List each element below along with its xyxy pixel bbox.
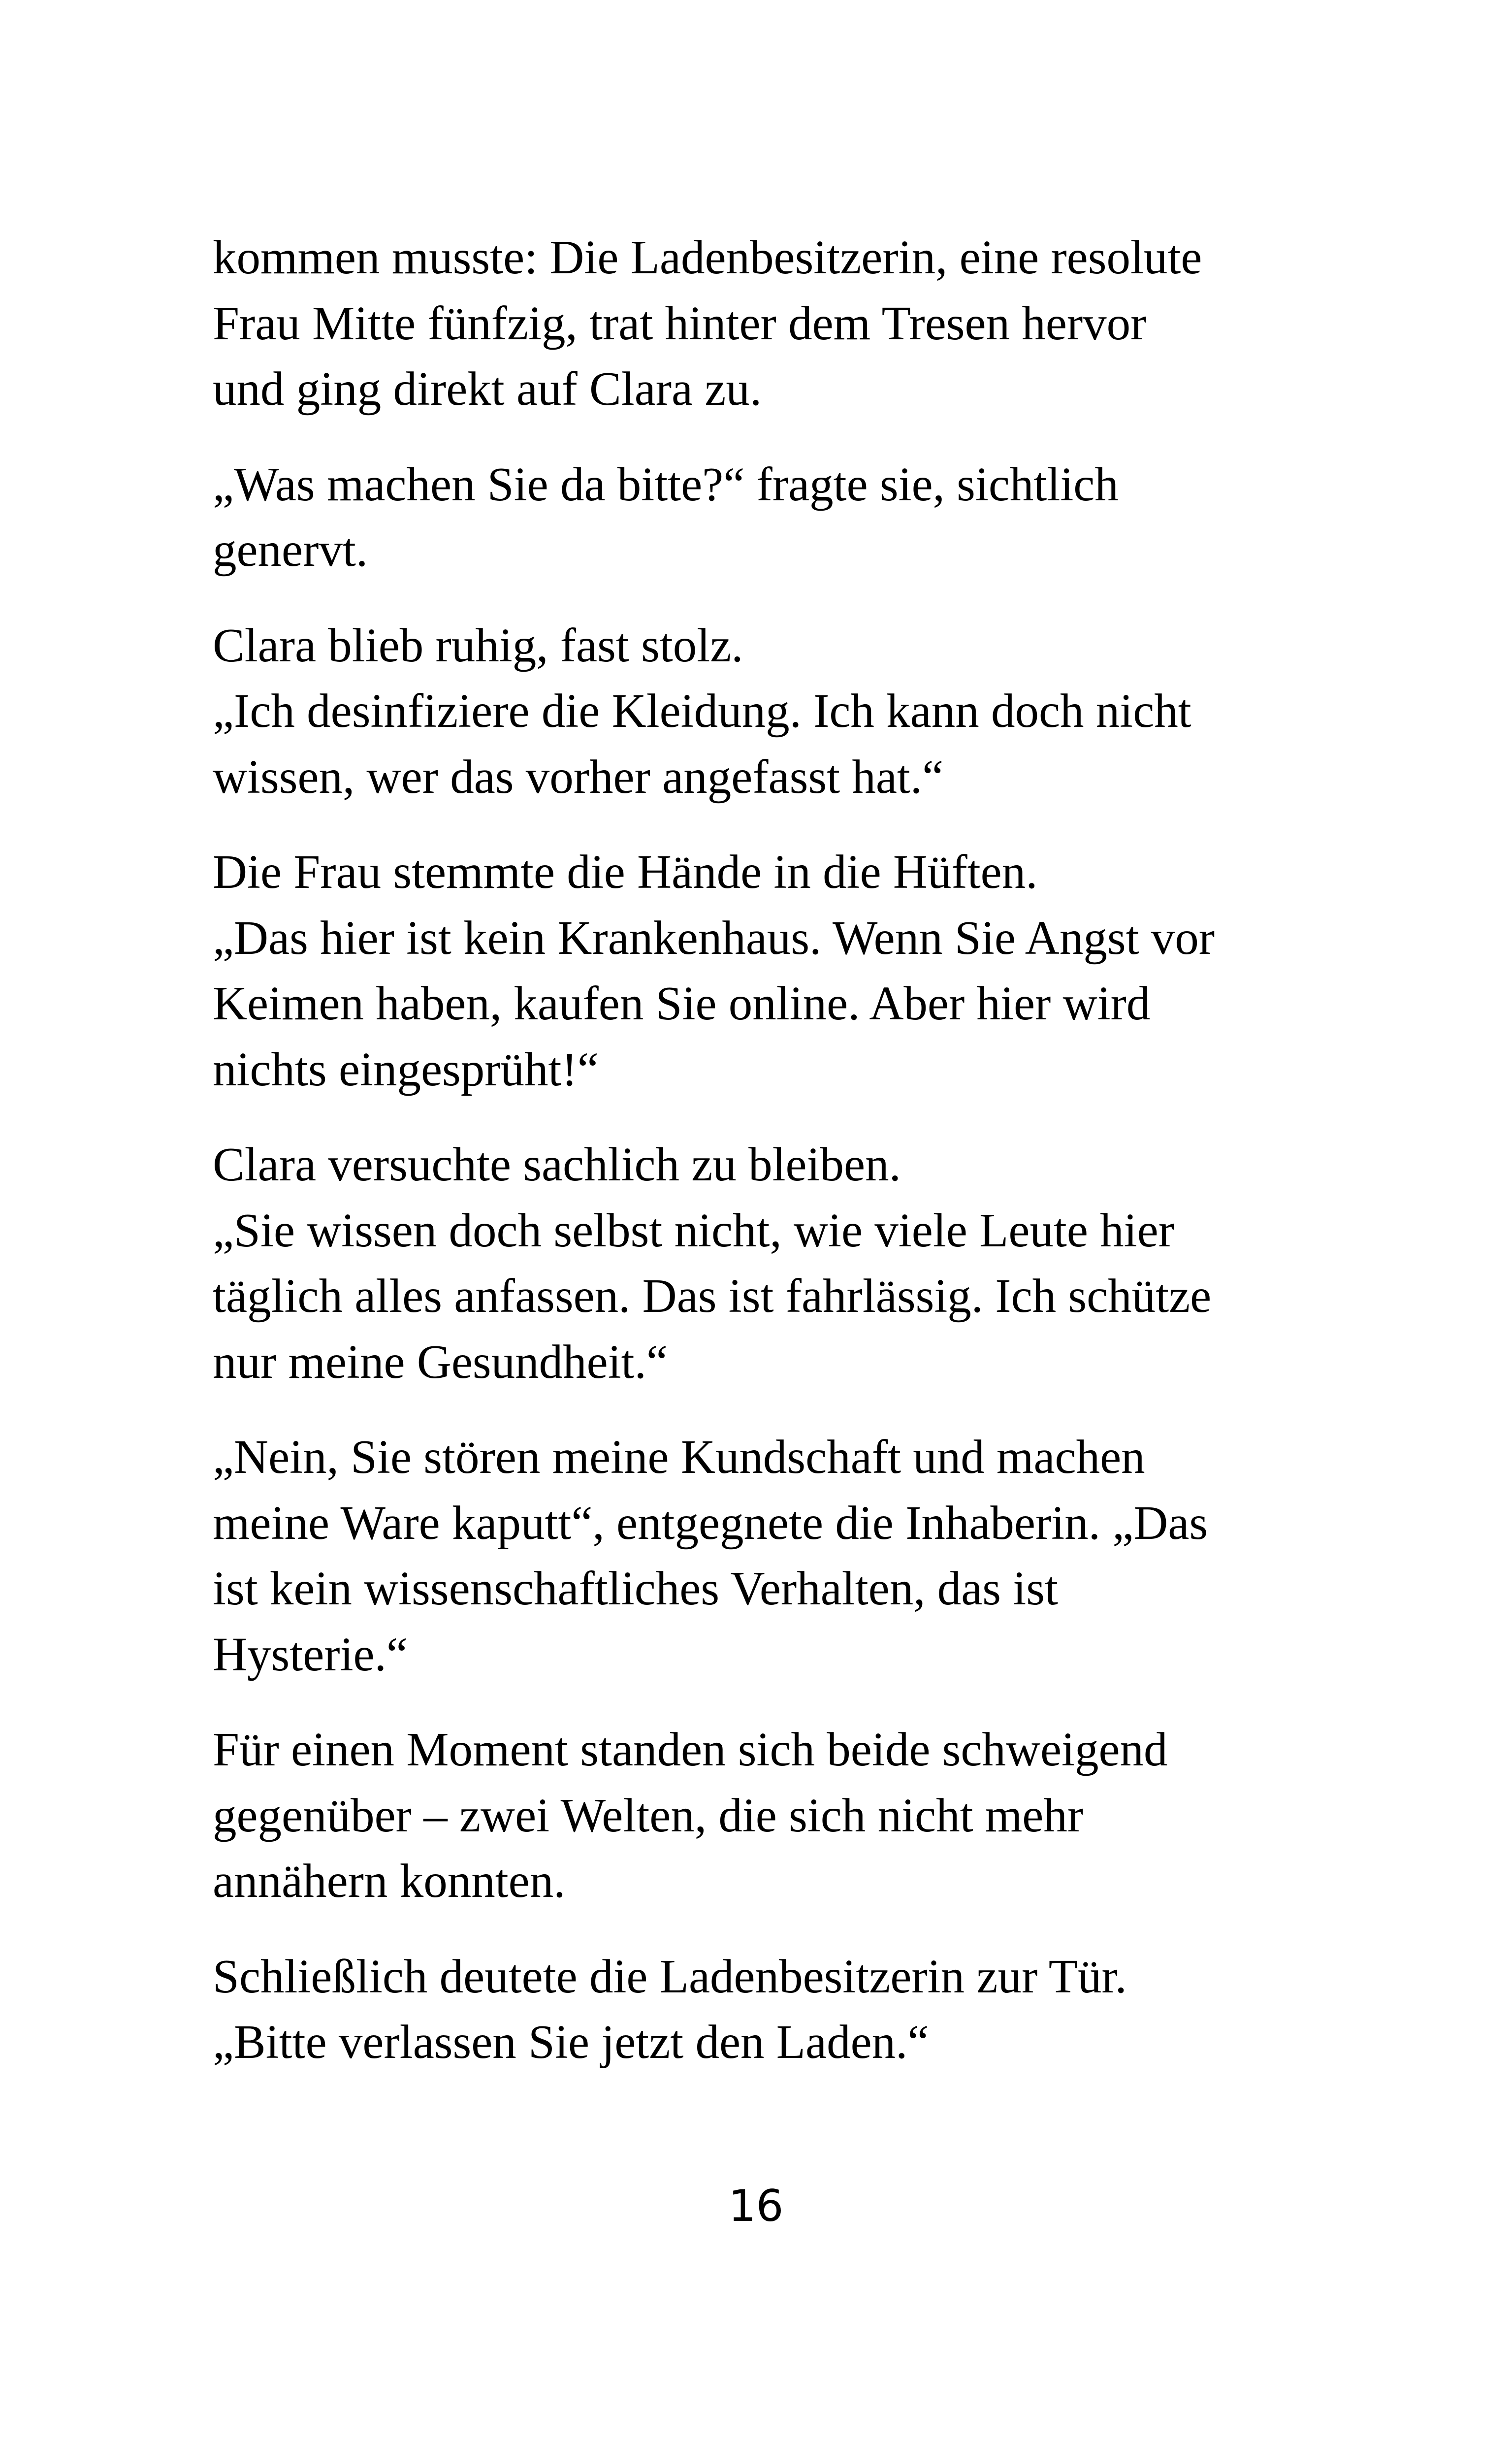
text-line: wissen, wer das vorher angefasst hat.“ (213, 750, 944, 803)
text-line: genervt. (213, 523, 368, 576)
paragraph (213, 1132, 1306, 1395)
text-line: „Das hier ist kein Krankenhaus. Wenn Sie Angst vor (213, 911, 1215, 964)
text-line: Die Frau stemmte die Hände in die Hüften. (213, 846, 1038, 898)
body-text (213, 225, 1306, 2105)
text-line: meine Ware kaputt“, entgegnete die Inhaberin. „Das (213, 1496, 1208, 1549)
text-line: nur meine Gesundheit.“ (213, 1335, 668, 1388)
text-line: Frau Mitte fünfzig, trat hinter dem Tresen hervor (213, 296, 1147, 350)
text-line: Keimen haben, kaufen Sie online. Aber hier wird (213, 977, 1151, 1030)
text-line: Clara blieb ruhig, fast stolz. (213, 619, 743, 672)
text-line: „Ich desinfiziere die Kleidung. Ich kann doch nicht (213, 684, 1191, 737)
text-line: „Bitte verlassen Sie jetzt den Laden.“ (213, 2016, 929, 2068)
paragraph (213, 452, 1306, 583)
paragraph (213, 1944, 1306, 2075)
text-line: und ging direkt auf Clara zu. (213, 362, 762, 415)
text-line: „Sie wissen doch selbst nicht, wie viele Leute hier (213, 1204, 1174, 1257)
text-line: nichts eingesprüht!“ (213, 1042, 599, 1096)
paragraph (213, 613, 1306, 810)
text-line: annähern konnten. (213, 1855, 566, 1907)
page-number: 16 (728, 2181, 784, 2231)
text-line: „Nein, Sie stören meine Kundschaft und machen (213, 1431, 1145, 1483)
text-line: Für einen Moment standen sich beide schweigend (213, 1723, 1168, 1776)
paragraph (213, 1717, 1306, 1914)
paragraph (213, 225, 1306, 422)
text-line: „Was machen Sie da bitte?“ fragte sie, sichtlich (213, 457, 1119, 511)
text-line: gegenüber – zwei Welten, die sich nicht mehr (213, 1789, 1084, 1842)
text-line: täglich alles anfassen. Das ist fahrlässig. Ich schütze (213, 1270, 1212, 1322)
text-line: Schließlich deutete die Ladenbesitzerin zur Tür. (213, 1950, 1127, 2003)
text-line: ist kein wissenschaftliches Verhalten, das ist (213, 1562, 1058, 1615)
paragraph (213, 1424, 1306, 1687)
paragraph (213, 839, 1306, 1102)
text-line: kommen musste: Die Ladenbesitzerin, eine resolute (213, 231, 1202, 284)
text-line: Clara versuchte sachlich zu bleiben. (213, 1138, 901, 1191)
text-line: Hysterie.“ (213, 1628, 408, 1681)
